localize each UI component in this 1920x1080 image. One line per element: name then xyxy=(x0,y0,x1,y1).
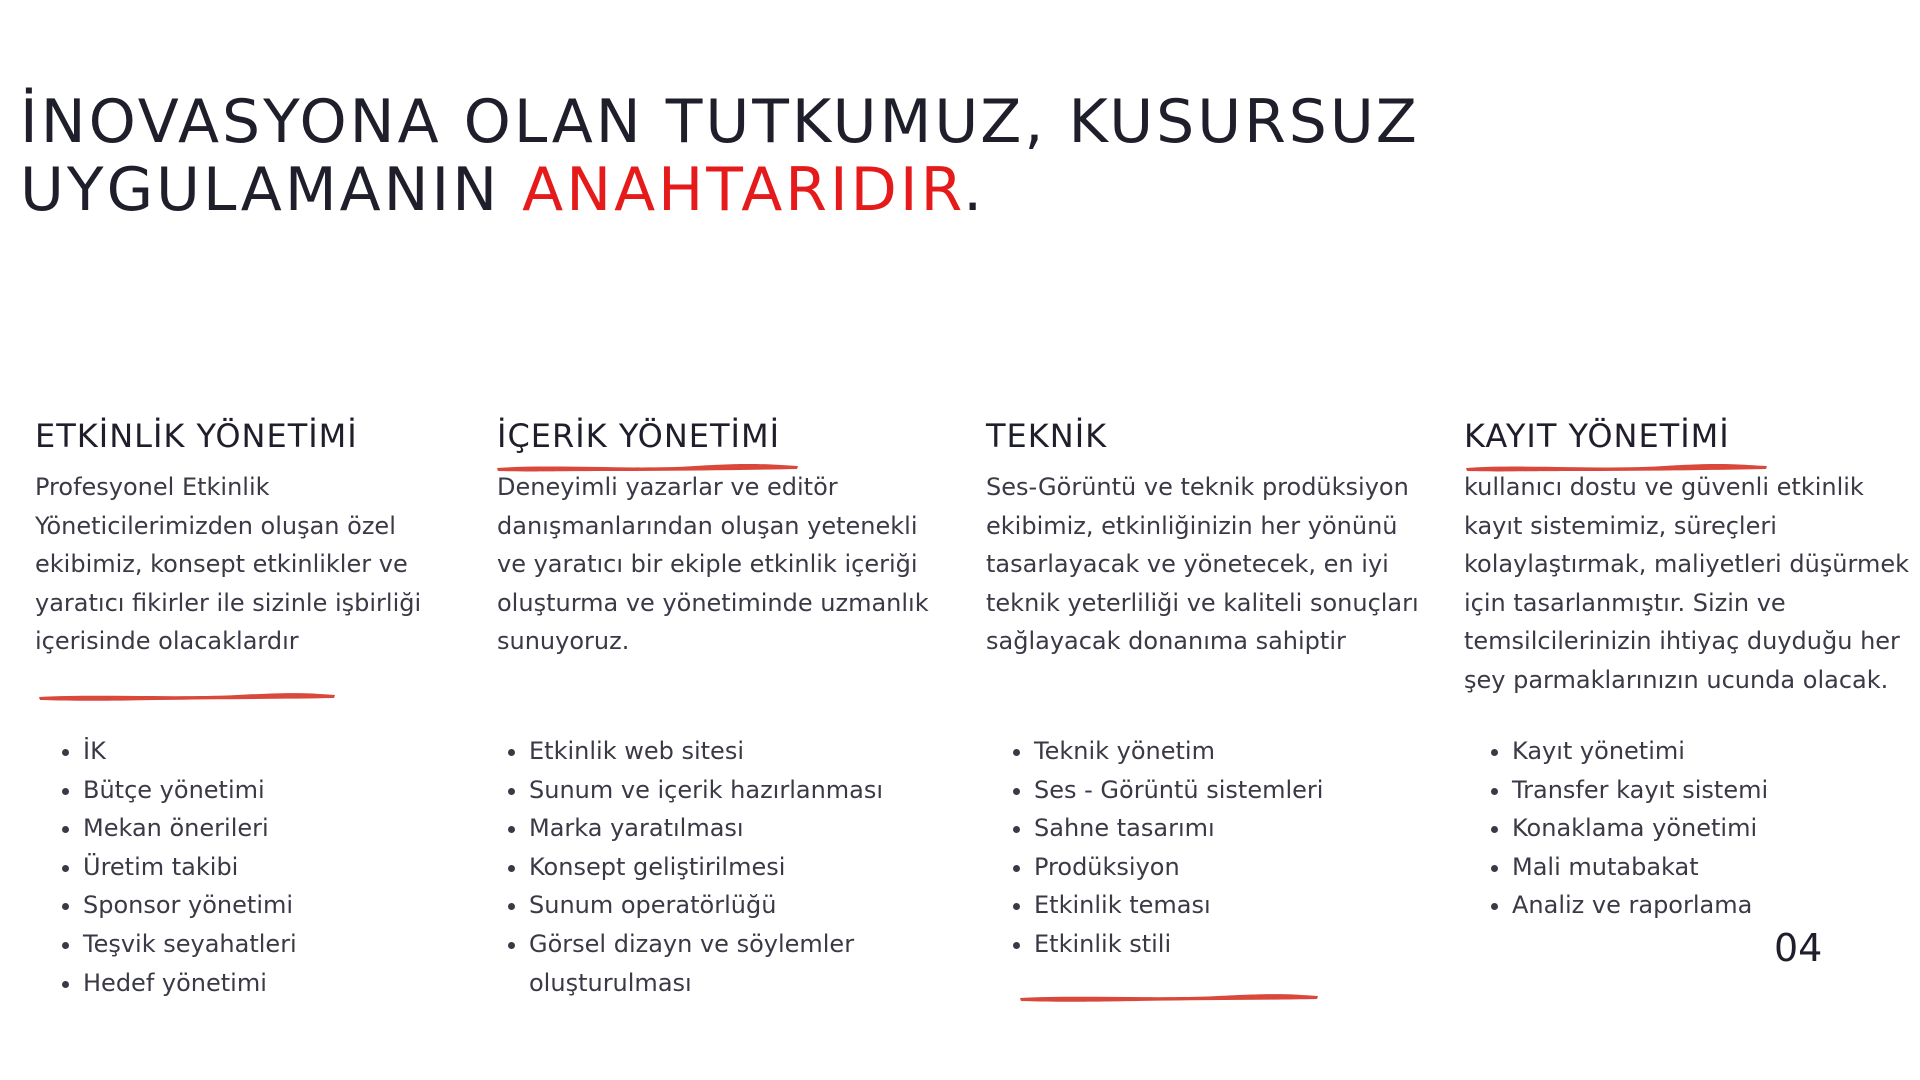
list-item: • Sponsor yönetimi xyxy=(83,886,297,925)
column-teknik xyxy=(986,412,1426,958)
list-item: • Sunum ve içerik hazırlanması xyxy=(529,771,937,810)
brush-stroke-decoration xyxy=(1018,990,1320,1004)
list-item: • Marka yaratılması xyxy=(529,809,937,848)
list-item: • Transfer kayıt sistemi xyxy=(1512,771,1768,810)
column-list xyxy=(986,732,1323,964)
list-item: • Mekan önerileri xyxy=(83,809,297,848)
brush-stroke-decoration xyxy=(37,689,337,703)
list-item: • Etkinlik teması xyxy=(1034,886,1323,925)
brush-stroke-decoration xyxy=(1464,460,1769,474)
title-line-2-suffix: . xyxy=(963,155,986,225)
list-item: • Görsel dizayn ve söylemler oluşturulması xyxy=(529,925,937,1002)
list-item: • Prodüksiyon xyxy=(1034,848,1323,887)
list-item: • Etkinlik stili xyxy=(1034,925,1323,964)
list-item: • Analiz ve raporlama xyxy=(1512,886,1768,925)
list-item: • Sunum operatörlüğü xyxy=(529,886,937,925)
page-number: 04 xyxy=(1774,926,1823,970)
column-list xyxy=(1464,732,1768,925)
list-item: • Bütçe yönetimi xyxy=(83,771,297,810)
column-description: Ses-Görüntü ve teknik prodüksiyon ekibimiz, etkinliğinizin her yönünü tasarlayacak ve yönetecek, en iyi teknik yeterliliği ve kaliteli sonuçları sağlayacak donanıma sahiptir xyxy=(986,473,1419,655)
list-item: • Etkinlik web sitesi xyxy=(529,732,937,771)
list-item: • Konsept geliştirilmesi xyxy=(529,848,937,887)
column-heading: TEKNİK xyxy=(986,417,1108,455)
column-list xyxy=(35,732,297,1002)
column-description: kullanıcı dostu ve güvenli etkinlik kayıt sistemimiz, süreçleri kolaylaştırmak, maliyetleri düşürmek için tasarlanmıştır. Sizin ve temsilcilerinizin ihtiyaç duyduğu her şey parmaklarınızın ucunda olacak. xyxy=(1464,473,1909,694)
list-item: • Hedef yönetimi xyxy=(83,964,297,1003)
list-item: • Kayıt yönetimi xyxy=(1512,732,1768,771)
list-item: • Ses - Görüntü sistemleri xyxy=(1034,771,1323,810)
column-list xyxy=(497,732,937,1002)
column-description: Profesyonel Etkinlik Yöneticilerimizden oluşan özel ekibimiz, konsept etkinlikler ve yaratıcı fikirler ile sizinle işbirliği içerisinde olacaklardır xyxy=(35,473,422,655)
list-item: • Üretim takibi xyxy=(83,848,297,887)
column-kayit-yonetimi xyxy=(1464,412,1920,920)
page-title xyxy=(20,88,1420,224)
column-description: Deneyimli yazarlar ve editör danışmanlarından oluşan yetenekli ve yaratıcı bir ekiple etkinlik içeriği oluşturma ve yönetiminde uzmanlık sunuyoruz. xyxy=(497,473,929,655)
list-item: • İK xyxy=(83,732,297,771)
title-line-1: İNOVASYONA OLAN TUTKUMUZ, KUSURSUZ xyxy=(20,87,1420,157)
column-heading: İÇERİK YÖNETİMİ xyxy=(497,417,780,455)
title-line-2-prefix: UYGULAMANIN xyxy=(20,155,523,225)
column-heading: KAYIT YÖNETİMİ xyxy=(1464,417,1730,455)
list-item: • Konaklama yönetimi xyxy=(1512,809,1768,848)
list-item: • Teşvik seyahatleri xyxy=(83,925,297,964)
list-item: • Sahne tasarımı xyxy=(1034,809,1323,848)
title-accent-word: ANAHTARIDIR xyxy=(522,155,964,225)
column-heading: ETKİNLİK YÖNETİMİ xyxy=(35,417,358,455)
list-item: • Teknik yönetim xyxy=(1034,732,1323,771)
column-icerik-yonetimi xyxy=(497,412,937,997)
title-line-2 xyxy=(20,156,1420,224)
list-item: • Mali mutabakat xyxy=(1512,848,1768,887)
column-etkinlik-yonetimi xyxy=(35,412,445,997)
brush-stroke-decoration xyxy=(495,460,800,474)
